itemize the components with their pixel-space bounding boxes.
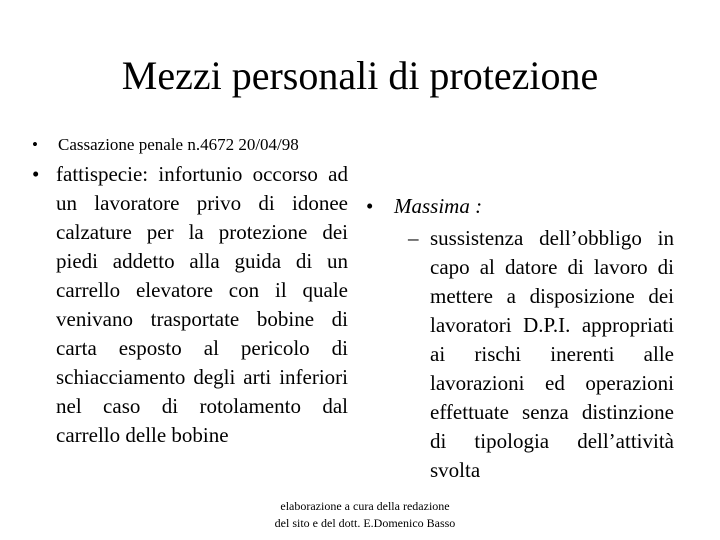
principle-text: sussistenza dell’obbligo in capo al datore di lavoro di mettere a disposizione dei lavoratori D.P.I. appropriati ai rischi inerenti alle lavorazioni ed operazioni effettuate senza distinzione di tipologia dell’attività svolta xyxy=(430,226,674,482)
principle-item xyxy=(408,224,674,485)
facts-item xyxy=(32,160,348,450)
dash-icon: – xyxy=(408,226,419,250)
facts-text: fattispecie: infortunio occorso ad un lavoratore privo di idonee calzature per la protezione dei piedi addetto alla guida di un carrello elevatore con il quale venivano trasportate bobine di carta esposto al pericolo di schiacciamento degli arti inferiori nel caso di rotolamento dal carrello delle bobine xyxy=(56,162,348,447)
footer-line-2: del sito e del dott. E.Domenico Basso xyxy=(274,516,456,530)
bullet-icon: • xyxy=(32,135,38,154)
reference-item xyxy=(32,134,299,156)
reference-text: Cassazione penale n.4672 20/04/98 xyxy=(58,135,299,154)
slide-title: Mezzi personali di protezione xyxy=(121,53,599,98)
principle-heading: Massima : xyxy=(394,194,483,218)
bullet-icon: • xyxy=(32,162,40,186)
principle-heading-item xyxy=(366,192,482,221)
footer-line-1: elaborazione a cura della redazione xyxy=(280,499,450,513)
slide-footer xyxy=(250,498,480,532)
bullet-icon: • xyxy=(366,194,374,218)
